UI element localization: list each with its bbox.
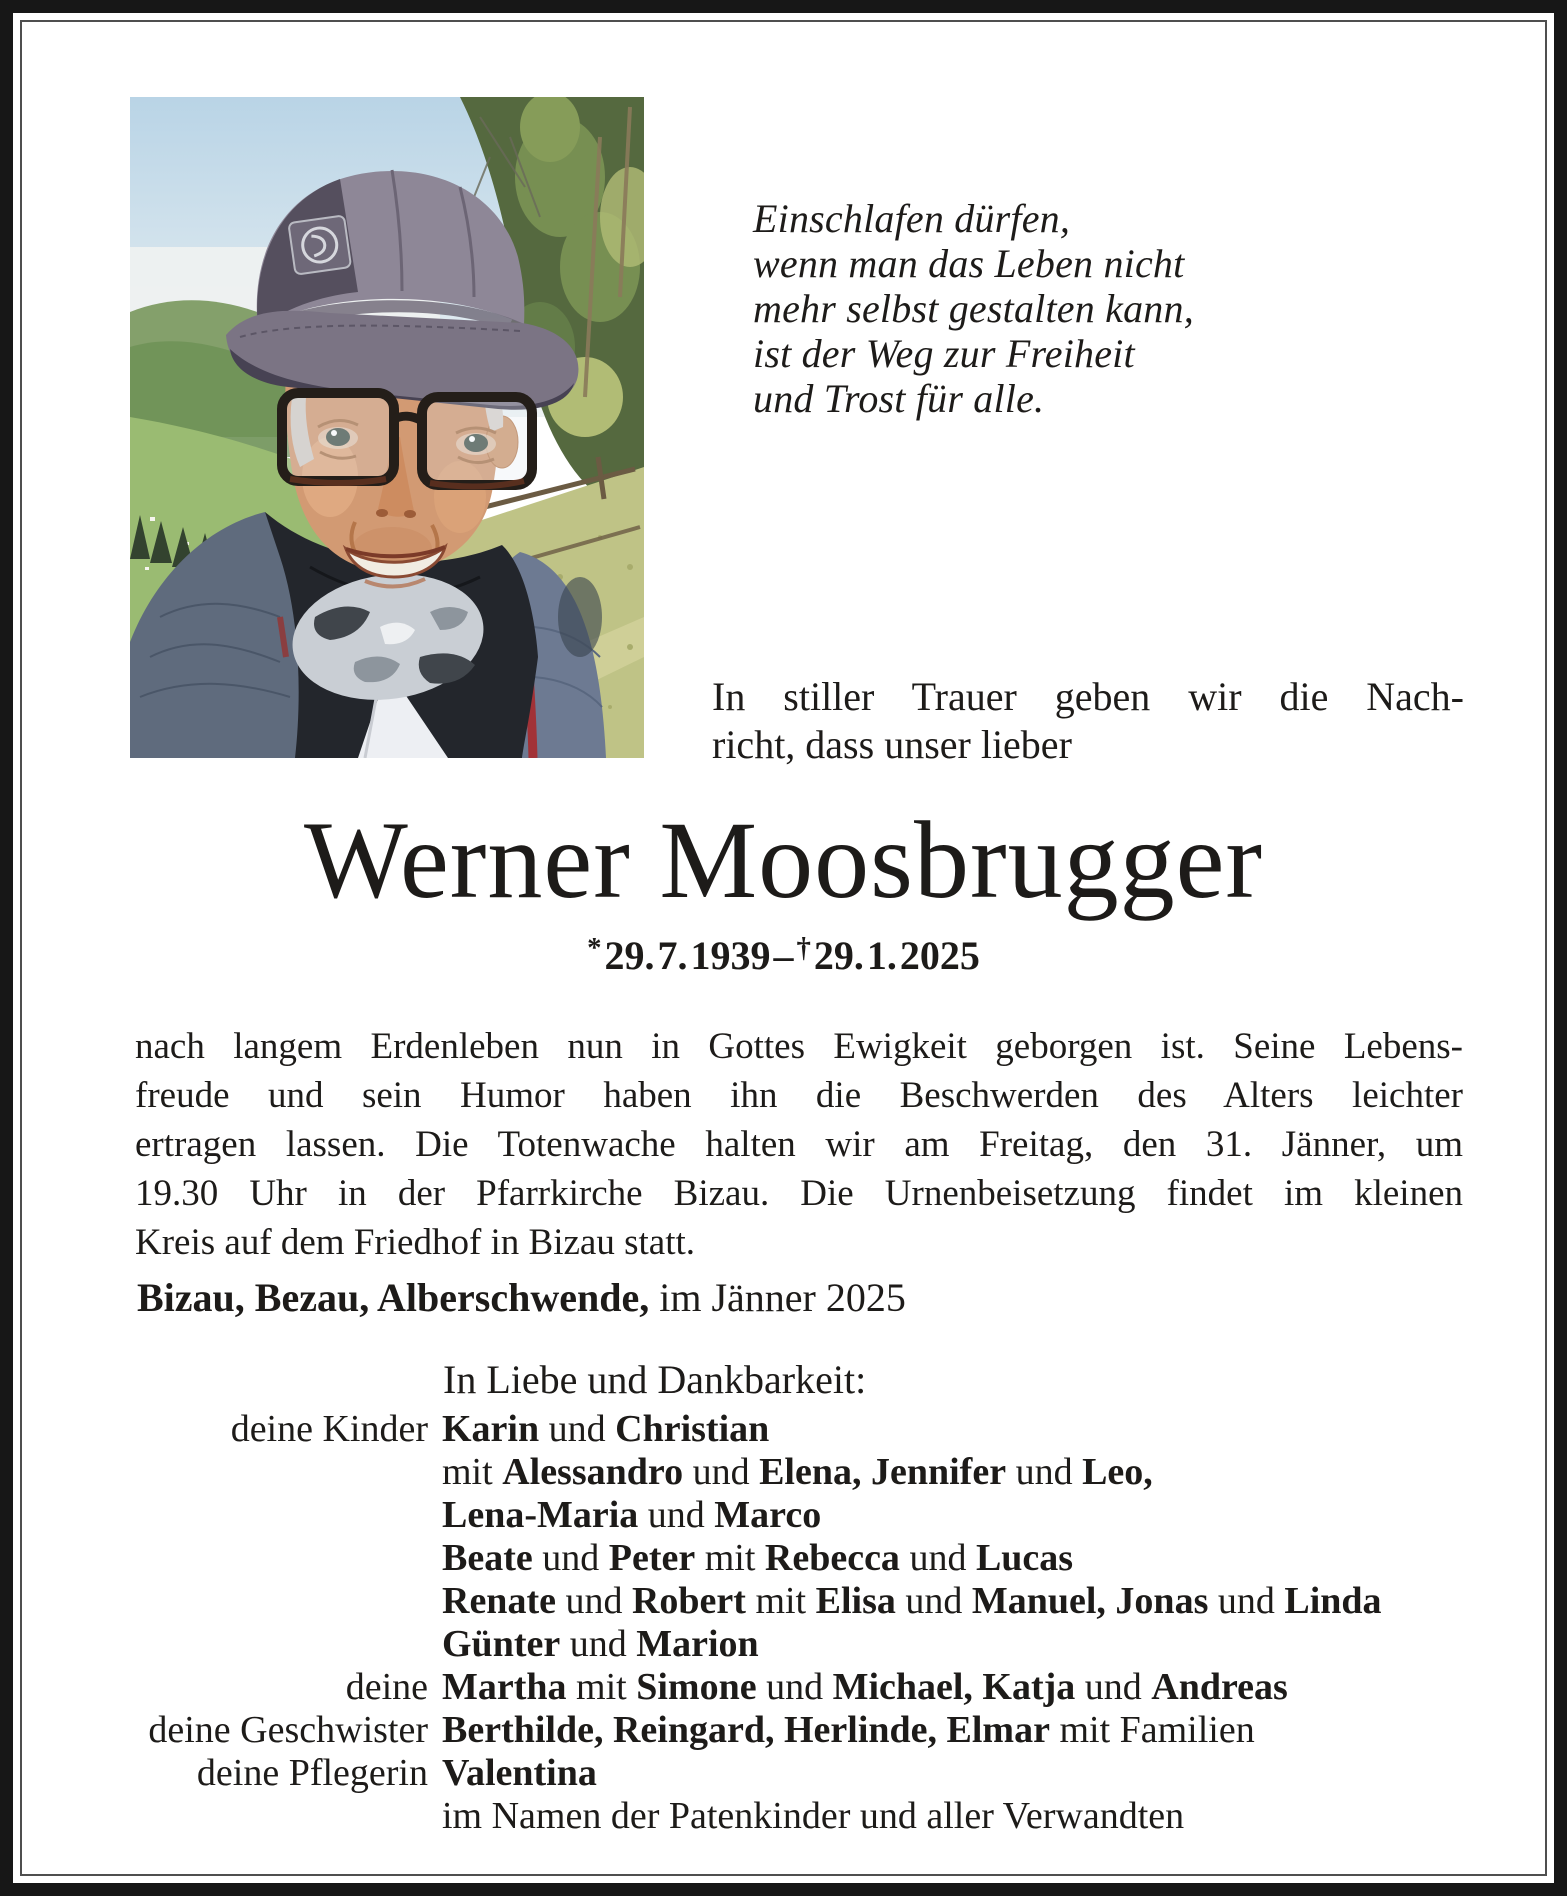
places-rest: im Jänner 2025 bbox=[649, 1275, 906, 1320]
portrait-illustration bbox=[130, 97, 644, 758]
family-row bbox=[60, 1537, 1510, 1580]
relation-label: deine bbox=[345, 1666, 428, 1708]
family-row bbox=[60, 1408, 1510, 1451]
relation-label bbox=[60, 1580, 442, 1623]
names-line: Martha mit Simone und Michael, Katja und Andreas bbox=[442, 1666, 1288, 1708]
epigraph-line: und Trost für alle. bbox=[753, 376, 1045, 421]
relation-label bbox=[60, 1795, 442, 1838]
names-line: Günter und Marion bbox=[442, 1623, 759, 1665]
dates-separator: – bbox=[773, 933, 794, 978]
mourners-list bbox=[60, 1408, 1510, 1838]
epigraph-line: ist der Weg zur Freiheit bbox=[753, 331, 1135, 376]
deceased-name: Werner Moosbrugger bbox=[303, 799, 1264, 921]
announcement-intro bbox=[712, 673, 1464, 769]
life-dates bbox=[0, 933, 1567, 983]
death-symbol: † bbox=[796, 931, 811, 964]
family-row bbox=[60, 1494, 1510, 1537]
family-row bbox=[60, 1709, 1510, 1752]
obituary-text-line: ertragen lassen. Die Totenwache halten wir am Freitag, den 31. Jänner, um bbox=[135, 1124, 1463, 1165]
family-row bbox=[60, 1580, 1510, 1623]
obituary-text-line: nach langem Erdenleben nun in Gottes Ewigkeit geborgen ist. Seine Lebens- bbox=[135, 1026, 1463, 1067]
closing-line: In Liebe und Dankbarkeit: bbox=[443, 1357, 867, 1402]
obituary-text-line: Kreis auf dem Friedhof in Bizau statt. bbox=[135, 1222, 696, 1263]
obituary-text-line: freude und sein Humor haben ihn die Beschwerden des Alters leichter bbox=[135, 1075, 1463, 1116]
death-date: 29. 1. 2025 bbox=[813, 933, 980, 978]
birth-symbol: * bbox=[587, 931, 602, 964]
names-line: Valentina bbox=[442, 1752, 597, 1794]
relation-label bbox=[60, 1451, 442, 1494]
places-line bbox=[137, 1275, 906, 1321]
relation-label bbox=[60, 1494, 442, 1537]
names-line: Karin und Christian bbox=[442, 1408, 770, 1450]
names-line: Lena-Maria und Marco bbox=[442, 1494, 822, 1536]
names-line: Renate und Robert mit Elisa und Manuel, Jonas und Linda bbox=[442, 1580, 1382, 1622]
names-line: mit Alessandro und Elena, Jennifer und Leo, bbox=[442, 1451, 1153, 1493]
relation-label bbox=[60, 1623, 442, 1666]
relation-label bbox=[60, 1537, 442, 1580]
family-row bbox=[60, 1795, 1510, 1838]
family-row bbox=[60, 1666, 1510, 1709]
portrait-photo bbox=[130, 97, 644, 758]
intro-line: In stiller Trauer geben wir die Nach- bbox=[712, 674, 1464, 719]
names-line: Beate und Peter mit Rebecca und Lucas bbox=[442, 1537, 1074, 1579]
family-row bbox=[60, 1623, 1510, 1666]
relation-label: deine Geschwister bbox=[148, 1709, 428, 1751]
relation-label: deine Kinder bbox=[230, 1408, 428, 1450]
obituary-text-line: 19.30 Uhr in der Pfarrkirche Bizau. Die Urnenbeisetzung findet im kleinen bbox=[135, 1173, 1463, 1214]
family-row bbox=[60, 1451, 1510, 1494]
intro-line: richt, dass unser lieber bbox=[712, 722, 1072, 767]
family-row bbox=[60, 1752, 1510, 1795]
epigraph-line: mehr selbst gestalten kann, bbox=[753, 286, 1194, 331]
obituary-text bbox=[135, 1022, 1463, 1267]
names-line: Berthilde, Reingard, Herlinde, Elmar mit Familien bbox=[442, 1709, 1255, 1751]
epigraph bbox=[753, 196, 1194, 421]
places-bold: Bizau, Bezau, Alberschwende, bbox=[137, 1275, 650, 1320]
birth-date: 29. 7. 1939 bbox=[604, 933, 771, 978]
epigraph-line: wenn man das Leben nicht bbox=[753, 241, 1185, 286]
relation-label: deine Pflegerin bbox=[196, 1752, 428, 1794]
epigraph-line: Einschlafen dürfen, bbox=[753, 196, 1071, 241]
names-line: im Namen der Patenkinder und aller Verwandten bbox=[442, 1795, 1185, 1837]
